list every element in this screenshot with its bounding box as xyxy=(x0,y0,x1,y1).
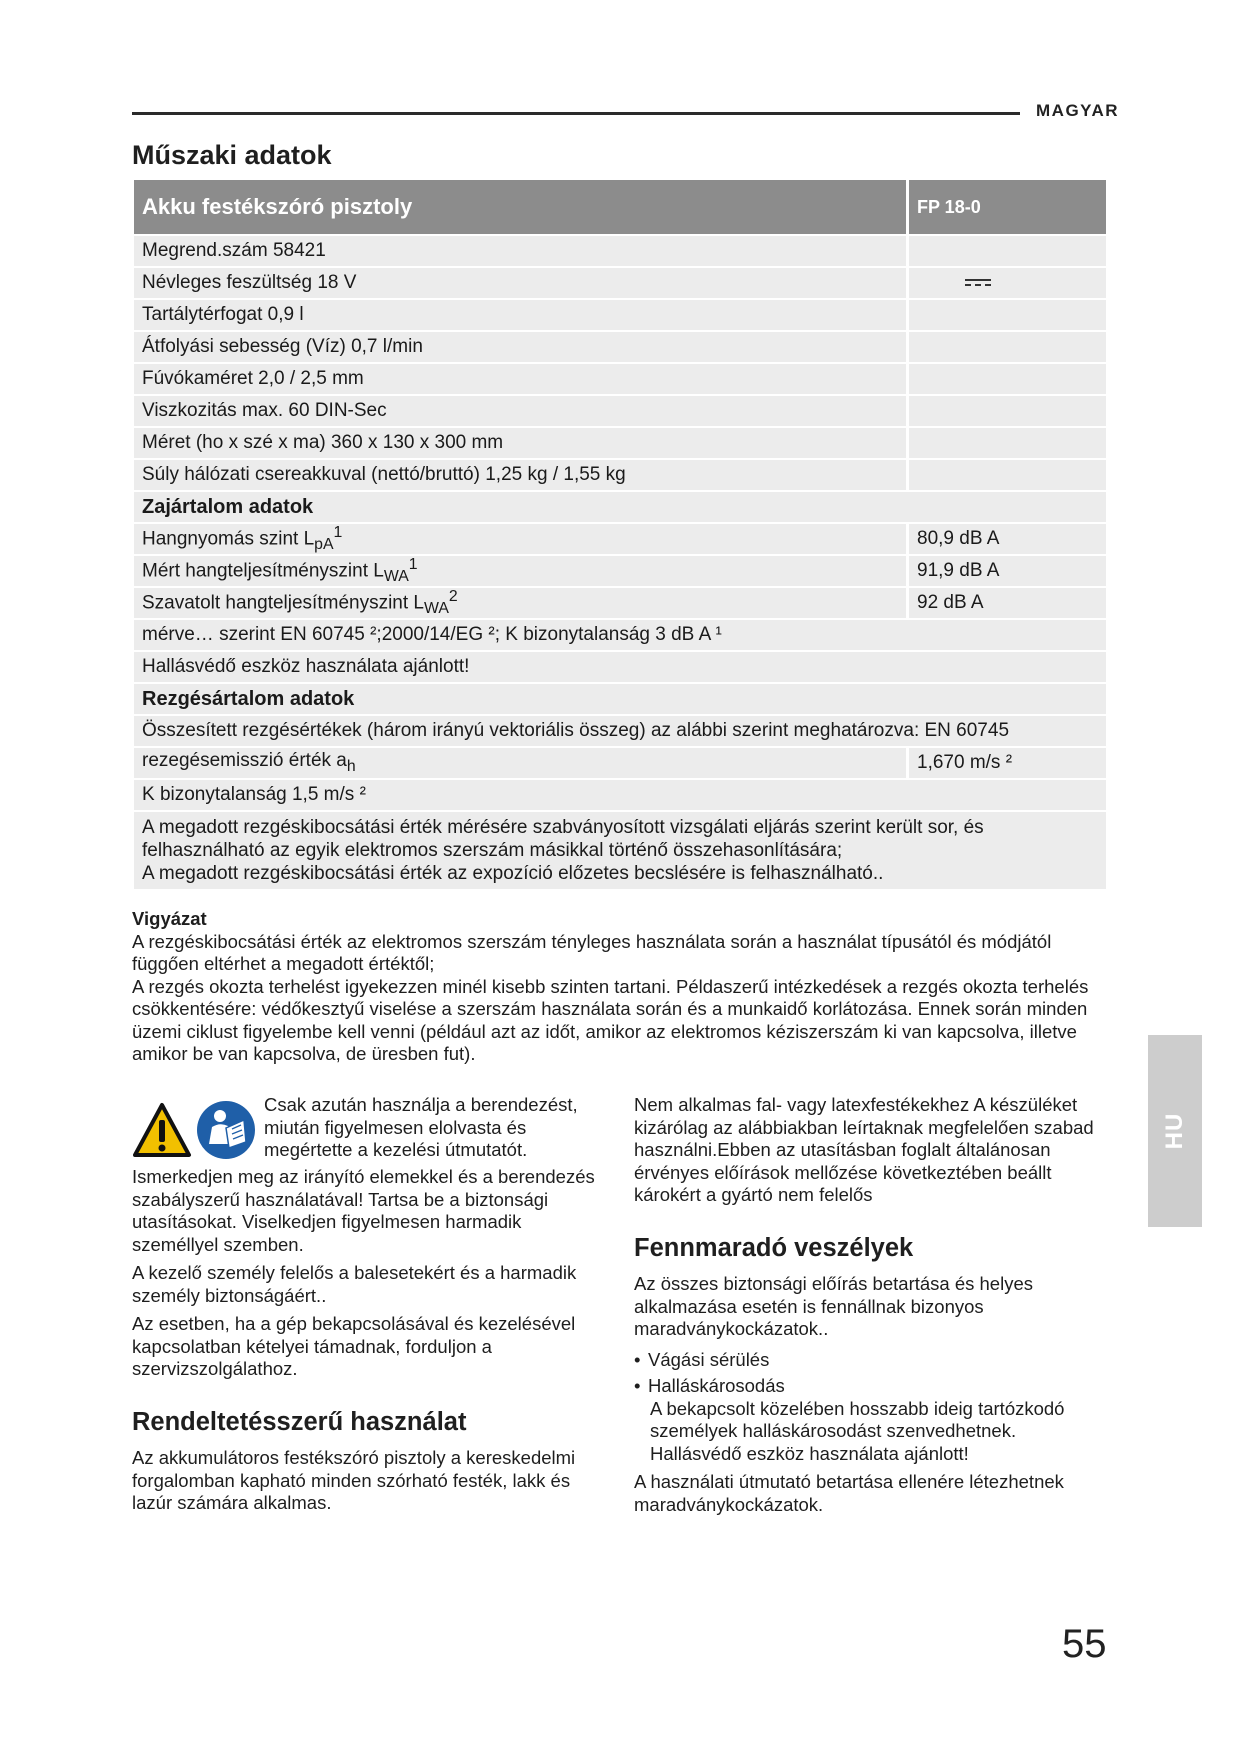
table-row xyxy=(134,332,1106,362)
spec-label: Átfolyási sebesség (Víz) 0,7 l/min xyxy=(134,332,909,362)
vibration-emission-label: rezegésemisszió érték $a_h$ xyxy=(134,748,909,778)
noise-note: Hallásvédő eszköz használata ajánlott! xyxy=(134,652,1106,682)
noise-value: 80,9 dB A xyxy=(909,524,1106,554)
table-row xyxy=(134,780,1106,810)
spec-value xyxy=(909,332,1106,362)
noise-label: Hangnyomás szint $L_{pA}^1$ xyxy=(134,524,909,554)
spec-value xyxy=(909,364,1106,394)
table-row xyxy=(134,524,1106,554)
table-row xyxy=(134,460,1106,490)
spec-table xyxy=(134,178,1106,891)
noise-value: 92 dB A xyxy=(909,588,1106,618)
spec-label: Fúvókaméret 2,0 / 2,5 mm xyxy=(134,364,909,394)
noise-norm: mérve… szerint EN 60745 ²;2000/14/EG ²; K bizonytalanság 3 dB A ¹ xyxy=(134,620,1106,650)
table-row xyxy=(134,716,1106,746)
spec-label: Tartálytérfogat 0,9 l xyxy=(134,300,909,330)
spec-value xyxy=(909,268,1106,298)
table-row xyxy=(134,748,1106,778)
paragraph: Az összes biztonsági előírás betartása és helyes alkalmazása esetén is fennállnak bizonyos maradványkockázatok.. xyxy=(634,1273,1033,1339)
vibration-heading-row xyxy=(134,684,1106,714)
paragraph: Az akkumulátoros festékszóró pisztoly a kereskedelmi forgalomban kapható minden szórható festék, lakk és lazúr számára alkalmas. xyxy=(132,1447,576,1513)
caution-title: Vigyázat xyxy=(132,908,207,929)
noise-value: 91,9 dB A xyxy=(909,556,1106,586)
language-label: MAGYAR xyxy=(1036,101,1119,120)
spec-value xyxy=(909,428,1106,458)
left-column xyxy=(132,1094,602,1515)
spec-table-model: FP 18-0 xyxy=(909,180,1106,234)
spec-label: Megrend.szám 58421 xyxy=(134,236,909,266)
table-row xyxy=(134,812,1106,889)
table-row xyxy=(134,236,1106,266)
spec-label: Névleges feszültség 18 V xyxy=(134,268,909,298)
table-row xyxy=(134,556,1106,586)
warning-triangle-icon xyxy=(132,1102,192,1158)
table-row xyxy=(134,428,1106,458)
caution-paragraph: A rezgéskibocsátási érték az elektromos szerszám tényleges használata során a használat típusától és módjától függően eltérhet a megadott értéktől; xyxy=(132,930,1052,974)
vibration-emission-value: 1,670 m/s ² xyxy=(909,748,1106,778)
intro-paragraph: Csak azután használja a berendezést, miután figyelmesen elolvasta és megértette a kezelési útmutatót. xyxy=(264,1094,578,1160)
language-tab xyxy=(1148,1035,1202,1227)
intended-use-heading: Rendeltetésszerű használat xyxy=(132,1407,467,1436)
header-rule xyxy=(132,112,1020,115)
table-row xyxy=(134,268,1106,298)
spec-label: Súly hálózati csereakkuval (nettó/bruttó) 1,25 kg / 1,55 kg xyxy=(134,460,909,490)
paragraph: Nem alkalmas fal- vagy latexfestékekhez A készüléket kizárólag az alábbiakban leírtaknak megfelelően szabad használni.Ebben az utasításban foglalt általánosan érvényes előírások mellőzése következtében beállt károkért a gyártó nem felelős xyxy=(634,1094,1094,1205)
vibration-note: A megadott rezgéskibocsátási érték az expozíció előzetes becslésére is felhasználható.. xyxy=(142,863,884,885)
table-row xyxy=(134,300,1106,330)
vibration-note: A megadott rezgéskibocsátási érték mérésére szabványosított vizsgálati eljárás szerint került sor, és felhasználható az egyik elektromos szerszám másikkal történő összehasonlítására; xyxy=(142,817,984,862)
table-row xyxy=(134,396,1106,426)
paragraph: A kezelő személy felelős a balesetekért és a harmadik személy biztonságáért.. xyxy=(132,1262,577,1306)
vibration-heading: Rezgésártalom adatok xyxy=(134,684,1106,714)
risk-list xyxy=(634,1349,1104,1398)
table-row xyxy=(134,588,1106,618)
vibration-uncertainty: K bizonytalanság 1,5 m/s ² xyxy=(134,780,1106,810)
noise-label: Mért hangteljesítményszint $L_{WA}^1$ xyxy=(134,556,909,586)
table-row xyxy=(134,652,1106,682)
table-row xyxy=(134,364,1106,394)
residual-risks-heading: Fennmaradó veszélyek xyxy=(634,1233,914,1262)
caution-paragraph: A rezgés okozta terhelést igyekezzen minél kisebb szinten tartani. Példaszerű intézkedések a rezgés okozta terhelés csökkentésére: védőkesztyű viselése a szerszám használata során és a munkaidő korlátozása. Ennek során minden üzemi ciklust figyelembe kell venni (például azt az időt, amikor az elektromos kéziszerszám ki van kapcsolva, illetve amikor be van kapcsolva, de üresben fut). xyxy=(132,975,1089,1064)
spec-value xyxy=(909,460,1106,490)
noise-heading-row xyxy=(134,492,1106,522)
direct-current-icon xyxy=(965,279,991,287)
section-title: Műszaki adatok xyxy=(132,140,332,170)
paragraph: Ismerkedjen meg az irányító elemekkel és a berendezés szabályszerű használatával! Tartsa be a biztonsági utasításokat. Viselkedjen figyelmesen harmadik személlyel szemben. xyxy=(132,1166,595,1255)
noise-label: Szavatolt hangteljesítményszint $L_{WA}^2$ xyxy=(134,588,909,618)
paragraph: A bekapcsolt közelében hosszabb ideig tartózkodó személyek halláskárosodást szenvedhetnek. Hallásvédő eszköz használata ajánlott! xyxy=(650,1397,1065,1464)
spec-table-header xyxy=(134,180,1106,234)
table-row xyxy=(134,620,1106,650)
caution-section xyxy=(132,908,1092,1066)
spec-label: Viszkozitás max. 60 DIN-Sec xyxy=(134,396,909,426)
vibration-notes xyxy=(134,812,1106,889)
list-item: • Vágási sérülés xyxy=(634,1349,1104,1372)
safety-icons xyxy=(132,1100,262,1166)
spec-value xyxy=(909,396,1106,426)
right-column xyxy=(634,1094,1104,1516)
spec-value xyxy=(909,236,1106,266)
page-number: 55 xyxy=(1062,1622,1107,1666)
language-tab-label: HU xyxy=(1161,1112,1188,1150)
paragraph: A használati útmutató betartása ellenére létezhetnek maradványkockázatok. xyxy=(634,1471,1064,1515)
spec-label: Méret (ho x szé x ma) 360 x 130 x 300 mm xyxy=(134,428,909,458)
noise-heading: Zajártalom adatok xyxy=(134,492,1106,522)
vibration-description: Összesített rezgésértékek (három irányú vektoriális összeg) az alábbi szerint meghatározva: EN 60745 xyxy=(134,716,1106,746)
read-manual-icon xyxy=(196,1100,256,1160)
list-item: • Halláskárosodás xyxy=(634,1375,1104,1398)
paragraph: Az esetben, ha a gép bekapcsolásával és kezelésével kapcsolatban kételyei támadnak, forduljon a szervizszolgálathoz. xyxy=(132,1313,576,1379)
spec-value xyxy=(909,300,1106,330)
spec-table-title: Akku festékszóró pisztoly xyxy=(134,180,909,234)
